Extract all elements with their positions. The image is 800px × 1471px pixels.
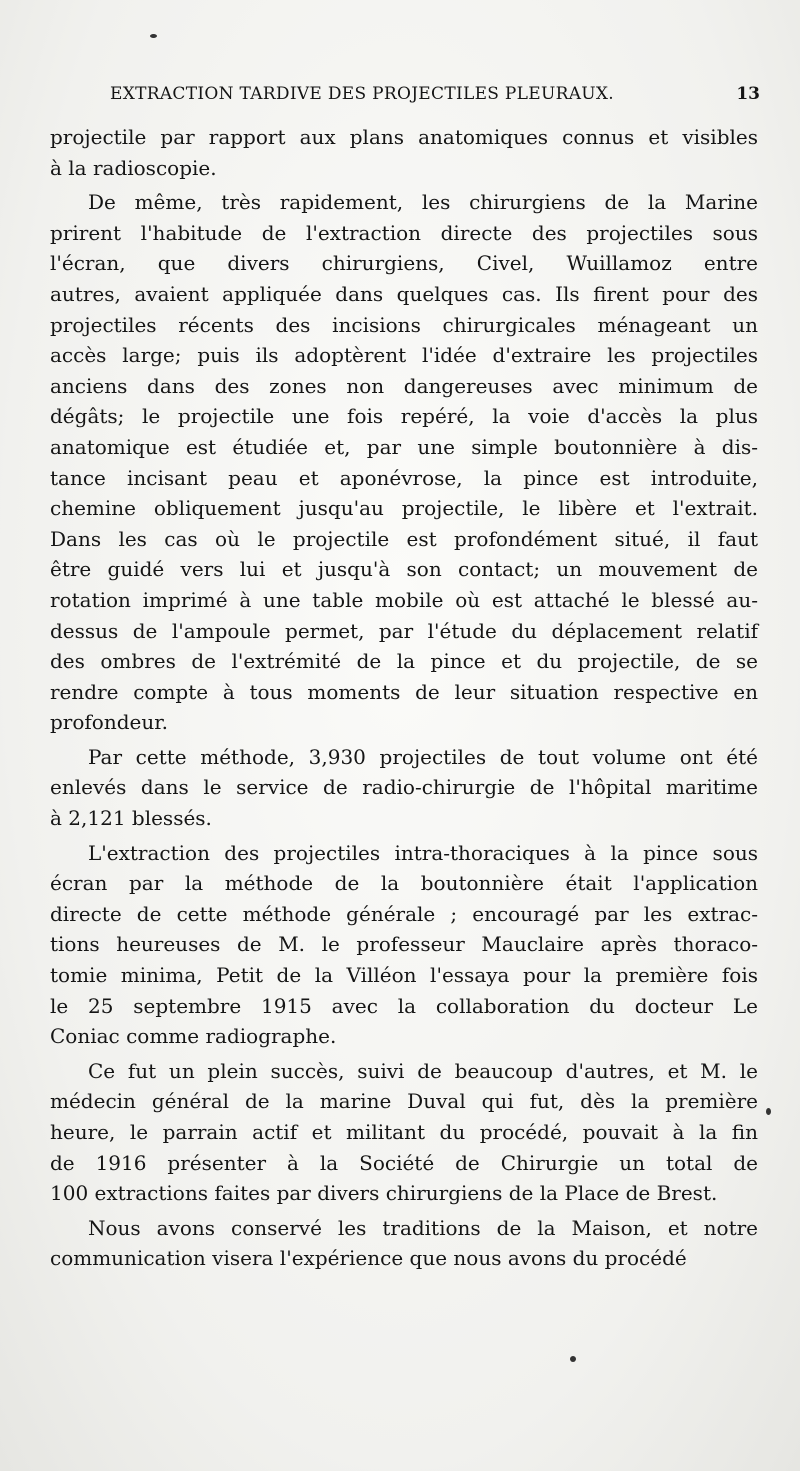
text-line: anatomique est étudiée et, par une simple boutonnière à dis- [50, 434, 758, 459]
text-line: chemine obliquement jusqu'au projectile, le libère et l'extrait. [50, 496, 758, 521]
text-line: Ce fut un plein succès, suivi de beaucoup d'autres, et M. le [88, 1058, 758, 1083]
text-line: accès large; puis ils adoptèrent l'idée d'extraire les projectiles [50, 343, 758, 368]
text-line: prirent l'habitude de l'extraction directe des projectiles sous [50, 220, 758, 245]
text-line: tance incisant peau et aponévrose, la pince est introduite, [50, 465, 758, 490]
body-text [50, 122, 758, 1274]
paragraph [50, 187, 758, 738]
text-line: dégâts; le projectile une fois repéré, la voie d'accès la plus [50, 404, 758, 429]
text-line: tomie minima, Petit de la Villéon l'essaya pour la première fois [50, 963, 758, 988]
paragraph [50, 1213, 758, 1274]
text-line: rotation imprimé à une table mobile où est attaché le blessé au- [50, 587, 758, 612]
ink-speck [766, 1108, 771, 1115]
text-line: L'extraction des projectiles intra-thoraciques à la pince sous [88, 840, 758, 865]
text-line: De même, très rapidement, les chirurgiens de la Marine [88, 190, 758, 215]
text-line: à 2,121 blessés. [50, 806, 212, 831]
text-line: autres, avaient appliquée dans quelques cas. Ils firent pour des [50, 281, 758, 306]
text-line: 100 extractions faites par divers chirurgiens de la Place de Brest. [50, 1181, 718, 1206]
text-line: Coniac comme radiographe. [50, 1024, 337, 1049]
running-header [110, 84, 760, 108]
text-line: projectile par rapport aux plans anatomiques connus et visibles [50, 125, 758, 149]
text-line: dessus de l'ampoule permet, par l'étude du déplacement relatif [50, 618, 758, 643]
text-line: Nous avons conservé les traditions de la Maison, et notre [88, 1215, 758, 1240]
text-line: anciens dans des zones non dangereuses avec minimum de [50, 373, 758, 398]
text-line: médecin général de la marine Duval qui fut, dès la première [50, 1089, 758, 1114]
text-line: profondeur. [50, 710, 168, 735]
running-title: EXTRACTION TARDIVE DES PROJECTILES PLEURAUX. [110, 84, 614, 104]
text-line: Par cette méthode, 3,930 projectiles de tout volume ont été [88, 744, 758, 769]
paragraph [50, 1056, 758, 1209]
paragraph [50, 742, 758, 834]
paragraph [50, 122, 758, 183]
ink-speck [570, 1356, 576, 1362]
paragraph [50, 838, 758, 1052]
text-line: rendre compte à tous moments de leur situation respective en [50, 679, 758, 704]
text-line: être guidé vers lui et jusqu'à son contact; un mouvement de [50, 557, 758, 582]
text-line: écran par la méthode de la boutonnière était l'application [50, 871, 758, 896]
text-line: Dans les cas où le projectile est profondément situé, il faut [50, 526, 758, 551]
text-line: à la radioscopie. [50, 155, 217, 180]
text-line: projectiles récents des incisions chirurgicales ménageant un [50, 312, 758, 337]
page-number: 13 [736, 84, 760, 104]
text-line: de 1916 présenter à la Société de Chirurgie un total de [50, 1150, 758, 1175]
text-line: l'écran, que divers chirurgiens, Civel, Wuillamoz entre [50, 251, 758, 276]
text-line: heure, le parrain actif et militant du procédé, pouvait à la fin [50, 1120, 758, 1144]
text-line: des ombres de l'extrémité de la pince et du projectile, de se [50, 649, 758, 674]
ink-speck [150, 34, 157, 38]
text-line: enlevés dans le service de radio-chirurgie de l'hôpital maritime [50, 775, 758, 800]
text-line: le 25 septembre 1915 avec la collaboration du docteur Le [50, 993, 758, 1018]
text-line: directe de cette méthode générale ; encouragé par les extrac- [50, 901, 758, 926]
text-line: communication visera l'expérience que nous avons du procédé [50, 1246, 687, 1271]
text-line: tions heureuses de M. le professeur Mauclaire après thoraco- [50, 932, 758, 957]
